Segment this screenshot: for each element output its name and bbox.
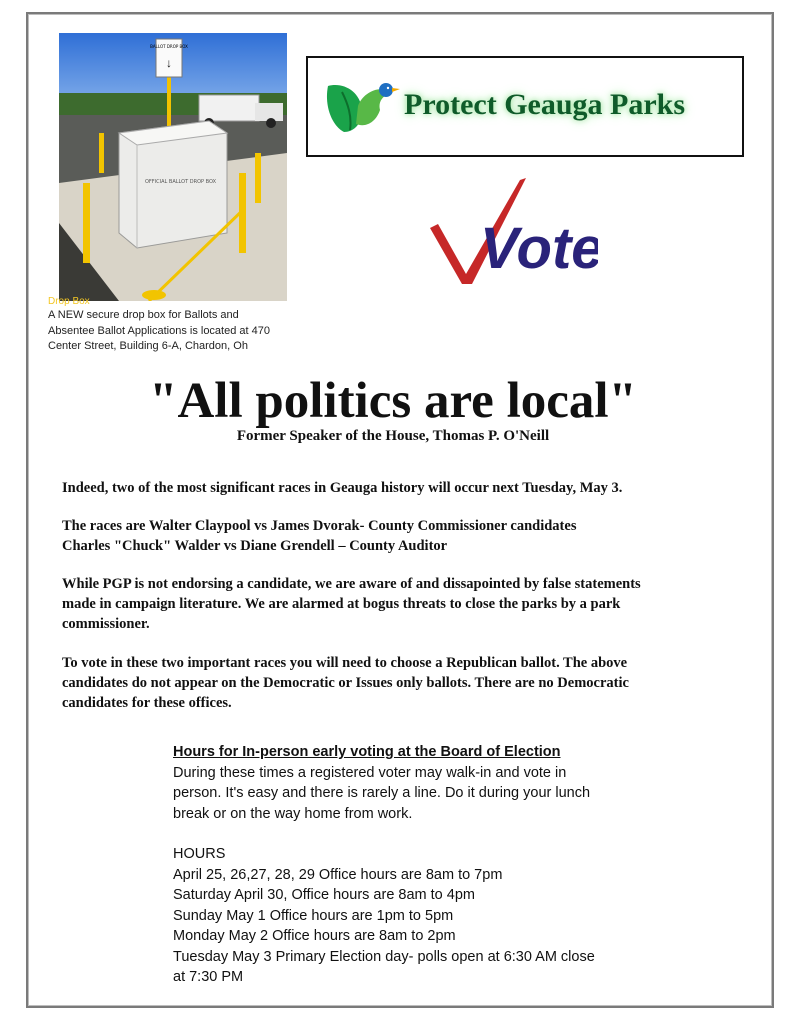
leaf-bird-icon bbox=[322, 76, 402, 136]
vote-label: Vote bbox=[480, 216, 598, 281]
sign-text: BALLOT DROP BOX bbox=[150, 44, 188, 49]
caption-line: Center Street, Building 6-A, Chardon, Oh bbox=[48, 340, 248, 352]
hours-title: Hours for In-person early voting at the Board of Election bbox=[173, 744, 561, 760]
paragraph-line: candidates for these offices. bbox=[62, 695, 232, 711]
paragraph-line: Charles "Chuck" Walder vs Diane Grendell – County Auditor bbox=[62, 538, 448, 554]
box-text: OFFICIAL BALLOT DROP BOX bbox=[145, 179, 216, 185]
hours-intro-line: person. It's easy and there is rarely a line. Do it during your lunch bbox=[173, 785, 591, 801]
early-voting-hours bbox=[173, 742, 673, 988]
hours-line: Saturday April 30, Office hours are 8am to 4pm bbox=[173, 887, 475, 903]
logo-text: Protect Geauga Parks bbox=[404, 88, 686, 121]
hours-line: Monday May 2 Office hours are 8am to 2pm bbox=[173, 928, 456, 944]
protect-geauga-parks-logo bbox=[306, 56, 744, 157]
drop-box-illustration bbox=[59, 33, 287, 301]
paragraph-line: To vote in these two important races you will need to choose a Republican ballot. The above bbox=[62, 655, 628, 671]
headline-quote: "All politics are local" bbox=[149, 373, 637, 429]
drop-box-photo bbox=[59, 33, 287, 301]
hours-intro-line: During these times a registered voter may walk-in and vote in bbox=[173, 764, 567, 781]
hours-heading: HOURS bbox=[173, 846, 226, 862]
paragraph-4 bbox=[62, 653, 742, 713]
caption-line: Absentee Ballot Applications is located at 470 bbox=[48, 324, 270, 337]
quote-attribution: Former Speaker of the House, Thomas P. O'Neill bbox=[236, 428, 550, 444]
paragraph-2 bbox=[62, 516, 742, 556]
hours-line: Sunday May 1 Office hours are 1pm to 5pm bbox=[173, 907, 454, 924]
paragraph-line: commissioner. bbox=[62, 616, 150, 632]
paragraph-line: made in campaign literature. We are alarmed at bogus threats to close the parks by a park bbox=[62, 596, 621, 612]
paragraph-line: While PGP is not endorsing a candidate, we are aware of and dissapointed by false statements bbox=[62, 576, 641, 592]
caption-line: A NEW secure drop box for Ballots and bbox=[48, 309, 239, 321]
vote-graphic bbox=[428, 176, 598, 286]
svg-text:↓: ↓ bbox=[166, 56, 172, 70]
paragraph-line: The races are Walter Claypool vs James Dvorak- County Commissioner candidates bbox=[62, 518, 577, 534]
paragraph-3 bbox=[62, 574, 742, 634]
paragraph-line: candidates do not appear on the Democratic or Issues only ballots. There are no Democratic bbox=[62, 675, 629, 691]
drop-box-caption bbox=[48, 296, 298, 355]
hours-line: April 25, 26,27, 28, 29 Office hours are 8am to 7pm bbox=[173, 866, 503, 883]
hours-line: Tuesday May 3 Primary Election day- polls open at 6:30 AM close bbox=[173, 948, 595, 965]
paragraph-line: Indeed, two of the most significant races in Geauga history will occur next Tuesday, May 3. bbox=[62, 480, 623, 496]
vote-check-icon bbox=[428, 176, 598, 286]
caption-title: Drop Box bbox=[48, 296, 90, 307]
hours-intro-line: break or on the way home from work. bbox=[173, 805, 413, 822]
paragraph-1 bbox=[62, 478, 742, 498]
hours-line: at 7:30 PM bbox=[173, 969, 244, 985]
